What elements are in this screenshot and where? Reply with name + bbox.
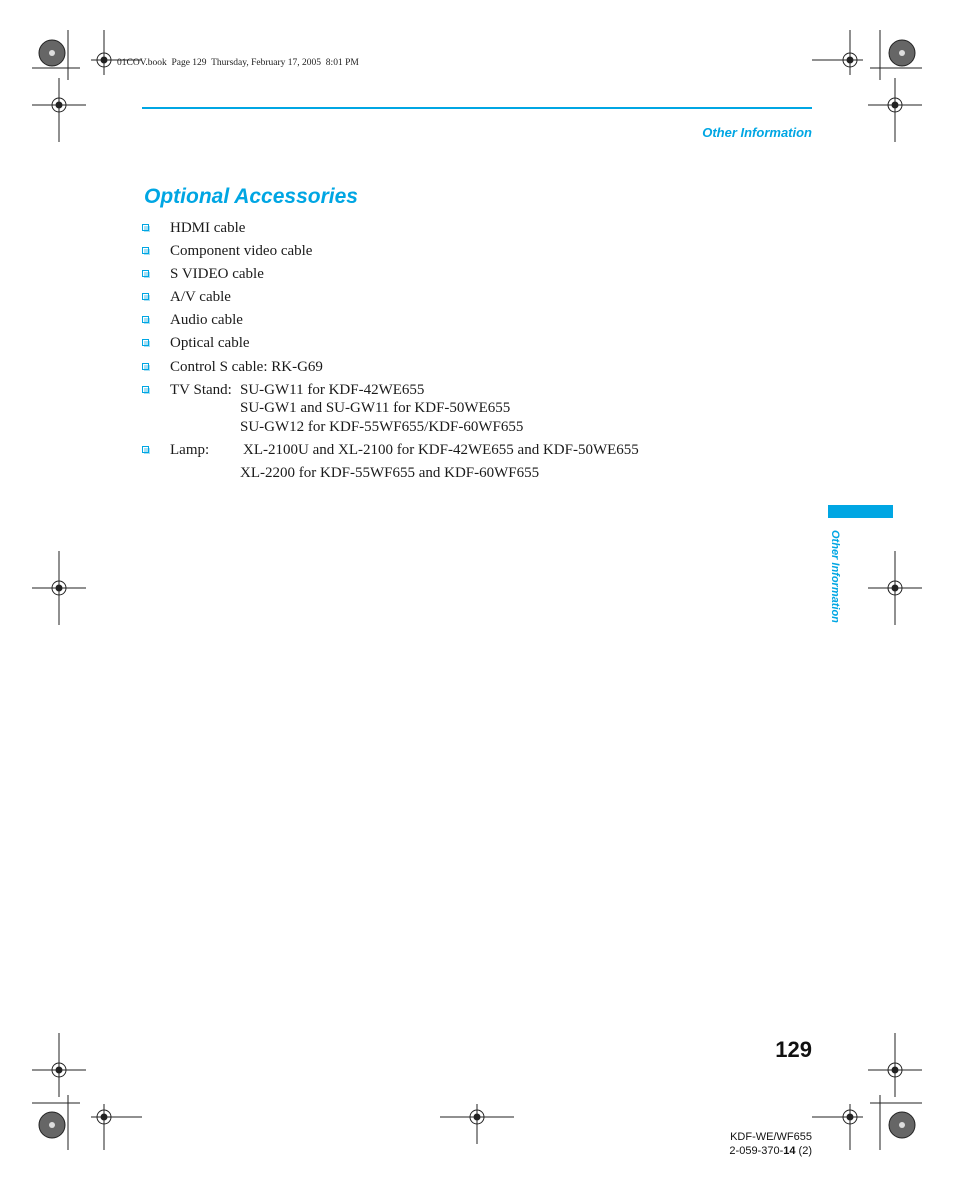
lamp-line: XL-2100U and XL-2100 for KDF-42WE655 and KDF-50WE655	[243, 441, 639, 458]
list-item: HDMI cable	[142, 219, 792, 238]
tv-stand-line: SU-GW12 for KDF-55WF655/KDF-60WF655	[240, 418, 524, 435]
tv-stand-line: SU-GW1 and SU-GW11 for KDF-50WE655	[240, 400, 511, 417]
checkbox-icon	[142, 270, 149, 277]
model-info	[729, 1130, 812, 1158]
side-tab	[828, 505, 893, 518]
list-item-lamp	[142, 441, 792, 483]
checkbox-icon	[142, 247, 149, 254]
tv-stand-line: SU-GW11 for KDF-42WE655	[240, 381, 425, 398]
side-tab-label: Other Information	[829, 530, 841, 623]
list-item: Audio cable	[142, 311, 792, 330]
list-item-tv-stand	[142, 381, 792, 437]
list-item: Component video cable	[142, 242, 792, 261]
header-rule	[142, 107, 812, 109]
model-number: KDF-WE/WF655	[730, 1131, 812, 1143]
checkbox-icon	[142, 339, 149, 346]
tv-stand-label: TV Stand:	[170, 381, 232, 398]
page-number: 129	[775, 1037, 812, 1062]
checkbox-icon	[142, 386, 149, 393]
lamp-label: Lamp:	[170, 441, 210, 458]
list-item: A/V cable	[142, 288, 792, 307]
running-head: Other Information	[702, 125, 812, 140]
checkbox-icon	[142, 446, 149, 453]
file-info-line: 01COV.book Page 129 Thursday, February 17, 2005 8:01 PM	[117, 58, 359, 68]
list-item: Control S cable: RK-G69	[142, 358, 792, 377]
list-item: Optical cable	[142, 334, 792, 353]
lamp-line: XL-2200 for KDF-55WF655 and KDF-60WF655	[240, 464, 540, 481]
checkbox-icon	[142, 293, 149, 300]
checkbox-icon	[142, 363, 149, 370]
checkbox-icon	[142, 224, 149, 231]
checkbox-icon	[142, 316, 149, 323]
accessories-list	[142, 219, 792, 487]
section-title: Optional Accessories	[144, 185, 358, 208]
part-number: 2-059-370-14 (2)	[729, 1145, 812, 1157]
list-item: S VIDEO cable	[142, 265, 792, 284]
